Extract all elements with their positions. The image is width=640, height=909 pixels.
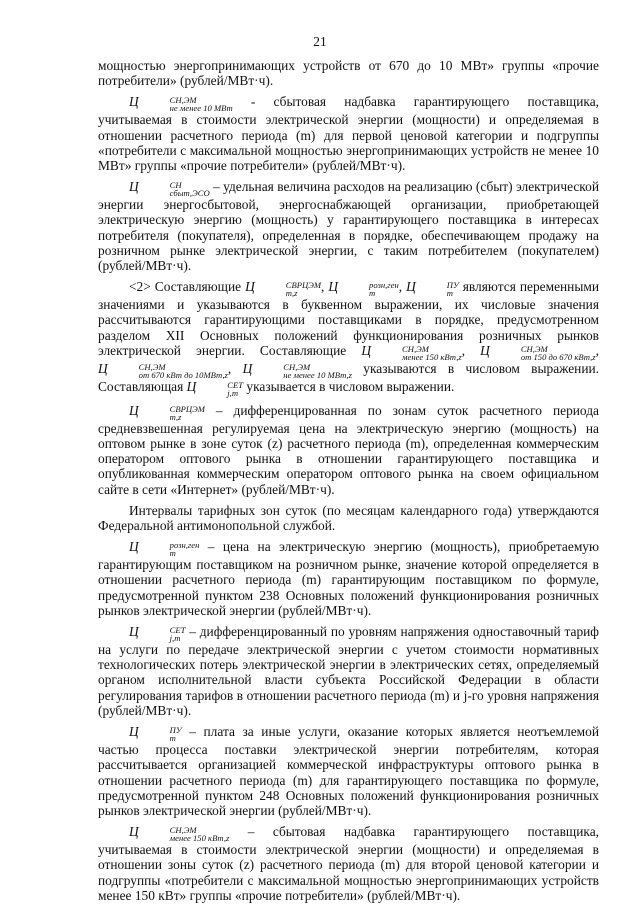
symbol-subscript: не менее 10 МВт	[169, 103, 233, 114]
symbol-indices	[255, 281, 321, 297]
symbol-base: Ц	[129, 624, 139, 640]
symbol-subscript: j,m	[227, 387, 239, 398]
formula-symbol	[406, 279, 459, 299]
symbol-base: Ц	[242, 360, 253, 376]
symbol-superscript: СН,ЭМ	[520, 343, 548, 354]
paragraph-text: являются переменными значениями и указываются в буквенном выражении, их числовые значения рассчитываются гарантирующими поставщиками в порядке, предусмотренном разделом XII Основных положений функционирования розничных рынков электрической энергии. Составляющие	[98, 279, 599, 358]
symbol-indices	[108, 363, 228, 379]
formula-symbol	[129, 539, 200, 559]
symbol-subscript: менее 150 кВт,z	[402, 351, 462, 362]
symbol-indices	[196, 381, 243, 397]
formula-symbol	[129, 624, 186, 644]
symbol-base: Ц	[328, 279, 339, 295]
symbol-base: Ц	[129, 402, 139, 418]
formula-symbol	[480, 342, 596, 362]
page-number: 21	[313, 34, 327, 49]
symbol-base: Ц	[361, 342, 372, 358]
paragraph-lead: <2> Составляющие	[129, 279, 246, 295]
symbol-base: Ц	[480, 342, 490, 358]
formula-symbol	[242, 360, 352, 380]
paragraph-text: – дифференцированный по уровням напряжения одноставочный тариф на услуги по передаче электрической энергии с учетом стоимости нормативных технологических потерь электрической энергии в электрических сетях, определяемый органом исполнительной власти субъекта Российской Федерации в области регулирования тарифов в отношении расчетного периода (m) и j-го уровня напряжения (рублей/МВт·ч).	[98, 624, 599, 718]
symbol-base: Ц	[129, 539, 139, 555]
symbol-base: Ц	[245, 279, 255, 295]
symbol-base: Ц	[186, 378, 197, 394]
formula-symbol	[129, 94, 233, 114]
paragraph-text: указываются в числовом выражении. Составляющая	[98, 360, 599, 394]
symbol-indices	[139, 626, 186, 642]
paragraph-text: – сбытовая надбавка гарантирующего поставщика, учитываемая в стоимости электрической энергии (мощности) и определяемая в отношении зоны суток (z) расчетного периода (m) для второй ценовой категории и подгруппы «потребители с максимальной мощностью энергопринимающих устройств менее 150 кВт» группы «прочие потребители» (рублей/МВт·ч).	[98, 824, 599, 903]
paragraph: <2> Составляющие Ц СВРЦЭМ m,z , Ц розн,ген m , Ц ПУ m являются переменными значениями и указываются в буквенном выражении, их числовые значения рассчитываются гарантирующими поставщиками в порядке, предусмотренном разделом XII Основных положений функционирования розничных рынков электрической энергии. Составляющие Ц СН,ЭМ менее 150 кВт,z , Ц СН,ЭМ от 150 до 670 кВт,z , Ц СН,ЭМ от 670 кВт до 10МВт,z , Ц СН,ЭМ не менее 10 МВт,z указываются в числовом выражении. Составляющая Ц СЕТ j,m указывается в числовом выражении.	[98, 279, 599, 398]
symbol-base: Ц	[406, 279, 416, 295]
formula-symbol	[245, 279, 321, 299]
paragraph-text: – удельная величина расходов на реализацию (сбыт) электрической энергии энергосбытовой, энергоснабжающей организации, приобретающей электрическую энергию (мощность) у гарантирующего поставщика в интересах потребителя (покупателя), определенная в порядке, обеспечивающем продажу на розничном рынке электрической энергии, с таким потребителем (покупателем) (рублей/МВт·ч).	[98, 179, 599, 274]
paragraph-text: указывается в числовом выражении.	[243, 378, 455, 394]
symbol-subscript: не менее 10 МВт,z	[283, 369, 352, 380]
symbol-superscript: СЕТ	[227, 379, 244, 390]
symbol-superscript: розн,ген	[369, 280, 399, 291]
formula-symbol	[129, 179, 210, 199]
symbol-indices	[371, 345, 462, 361]
symbol-subscript: m	[169, 548, 176, 559]
symbol-superscript: СН,ЭМ	[169, 95, 197, 106]
symbol-indices	[139, 181, 210, 197]
formula-symbol	[98, 360, 228, 380]
paragraph	[98, 824, 599, 903]
symbol-subscript: менее 150 кВт,z	[169, 833, 230, 844]
document-body	[98, 58, 599, 909]
symbol-base: Ц	[129, 824, 139, 840]
symbol-subscript: сбыт,ЭСО	[169, 188, 210, 199]
symbol-subscript: от 670 кВт до 10МВт,z	[138, 369, 228, 380]
symbol-superscript: СН,ЭМ	[138, 361, 166, 372]
symbol-indices	[139, 96, 233, 112]
paragraph	[98, 58, 599, 88]
paragraph-text: мощностью энергопринимающих устройств от 670 до 10 МВт» группы «прочие потребители» (рублей/МВт·ч).	[98, 58, 599, 89]
symbol-subscript: от 150 до 670 кВт,z	[520, 351, 596, 362]
paragraph	[98, 624, 599, 718]
paragraph-text: - сбытовая надбавка гарантирующего поставщика, учитываемая в стоимости электрической энергии (мощности) и определяемая в отношении расчетного периода (m) для первой ценовой категории и подгруппы «потребители с максимальной мощностью энергопринимающих устройств не менее 10 МВт» группы «прочие потребители» (рублей/МВт·ч).	[98, 94, 599, 174]
formula-symbol	[328, 279, 399, 299]
symbol-base: Ц	[98, 360, 108, 376]
formula-symbol	[129, 824, 230, 844]
symbol-superscript: СН,ЭМ	[402, 343, 429, 354]
formula-symbol	[129, 402, 205, 422]
symbol-superscript: розн,ген	[169, 540, 200, 551]
symbol-superscript: СЕТ	[169, 625, 186, 636]
symbol-subscript: m	[369, 288, 376, 299]
formula-symbol	[129, 724, 182, 744]
paragraph-text: Интервалы тарифных зон суток (по месяцам календарного года) утверждаются Федеральной антимонопольной службой.	[98, 502, 599, 534]
symbol-indices	[139, 826, 230, 842]
formula-symbol	[361, 342, 462, 362]
symbol-subscript: m,z	[169, 411, 182, 422]
paragraph	[98, 539, 599, 618]
symbol-superscript: СВРЦЭМ	[285, 280, 321, 291]
formula-symbol	[186, 378, 244, 398]
symbol-superscript: ПУ	[446, 280, 459, 291]
paragraph	[98, 503, 599, 533]
symbol-subscript: m	[446, 288, 453, 299]
symbol-superscript: СН	[169, 180, 182, 191]
symbol-subscript: m	[169, 733, 176, 744]
paragraph	[98, 179, 599, 273]
symbol-base: Ц	[129, 94, 139, 110]
paragraph-text: – дифференцированная по зонам суток расчетного периода средневзвешенная регулируемая цена на электрическую энергию (мощность) на оптовом рынке в зоне суток (z) расчетного периода (m), определенная коммерческим оператором оптового рынка в отношении гарантирующего поставщика и опубликованная коммерческим оператором оптового рынка на своем официальном сайте в сети «Интернет» (рублей/МВт·ч).	[98, 402, 599, 497]
symbol-indices	[252, 363, 352, 379]
symbol-superscript: СН,ЭМ	[283, 361, 311, 372]
symbol-superscript: СН,ЭМ	[169, 825, 197, 836]
paragraph	[98, 403, 599, 497]
symbol-superscript: СВРЦЭМ	[169, 403, 205, 414]
symbol-indices	[338, 281, 399, 297]
paragraph	[98, 94, 599, 173]
symbol-indices	[490, 345, 596, 361]
symbol-subscript: j,m	[169, 633, 181, 644]
symbol-subscript: m,z	[285, 288, 298, 299]
paragraph-text: – цена на электрическую энергию (мощность), приобретаемую гарантирующим поставщиком на розничном рынке, значение которой определяется в отношении расчетного периода (m) гарантирующим поставщиком по формуле, предусмотренной пунктом 238 Основных положений функционирования розничных рынков электрической энергии (рублей/МВт·ч).	[98, 539, 599, 618]
paragraph-text: – плата за иные услуги, оказание которых является неотъемлемой частью процесса поставки электрической энергии потребителям, которая рассчитывается организацией коммерческой инфраструктуры оптового рынка в отношении расчетного периода (m) для гарантирующего поставщика по формуле, предусмотренной пунктом 248 Основных положений функционирования розничных рынков электрической энергии (рублей/МВт·ч).	[98, 724, 599, 818]
symbol-indices	[416, 281, 459, 297]
symbol-indices	[139, 405, 205, 421]
paragraph	[98, 724, 599, 818]
symbol-base: Ц	[129, 724, 139, 740]
symbol-superscript: ПУ	[169, 725, 182, 736]
symbol-indices	[139, 541, 200, 557]
symbol-indices	[139, 726, 182, 742]
symbol-base: Ц	[129, 179, 139, 195]
